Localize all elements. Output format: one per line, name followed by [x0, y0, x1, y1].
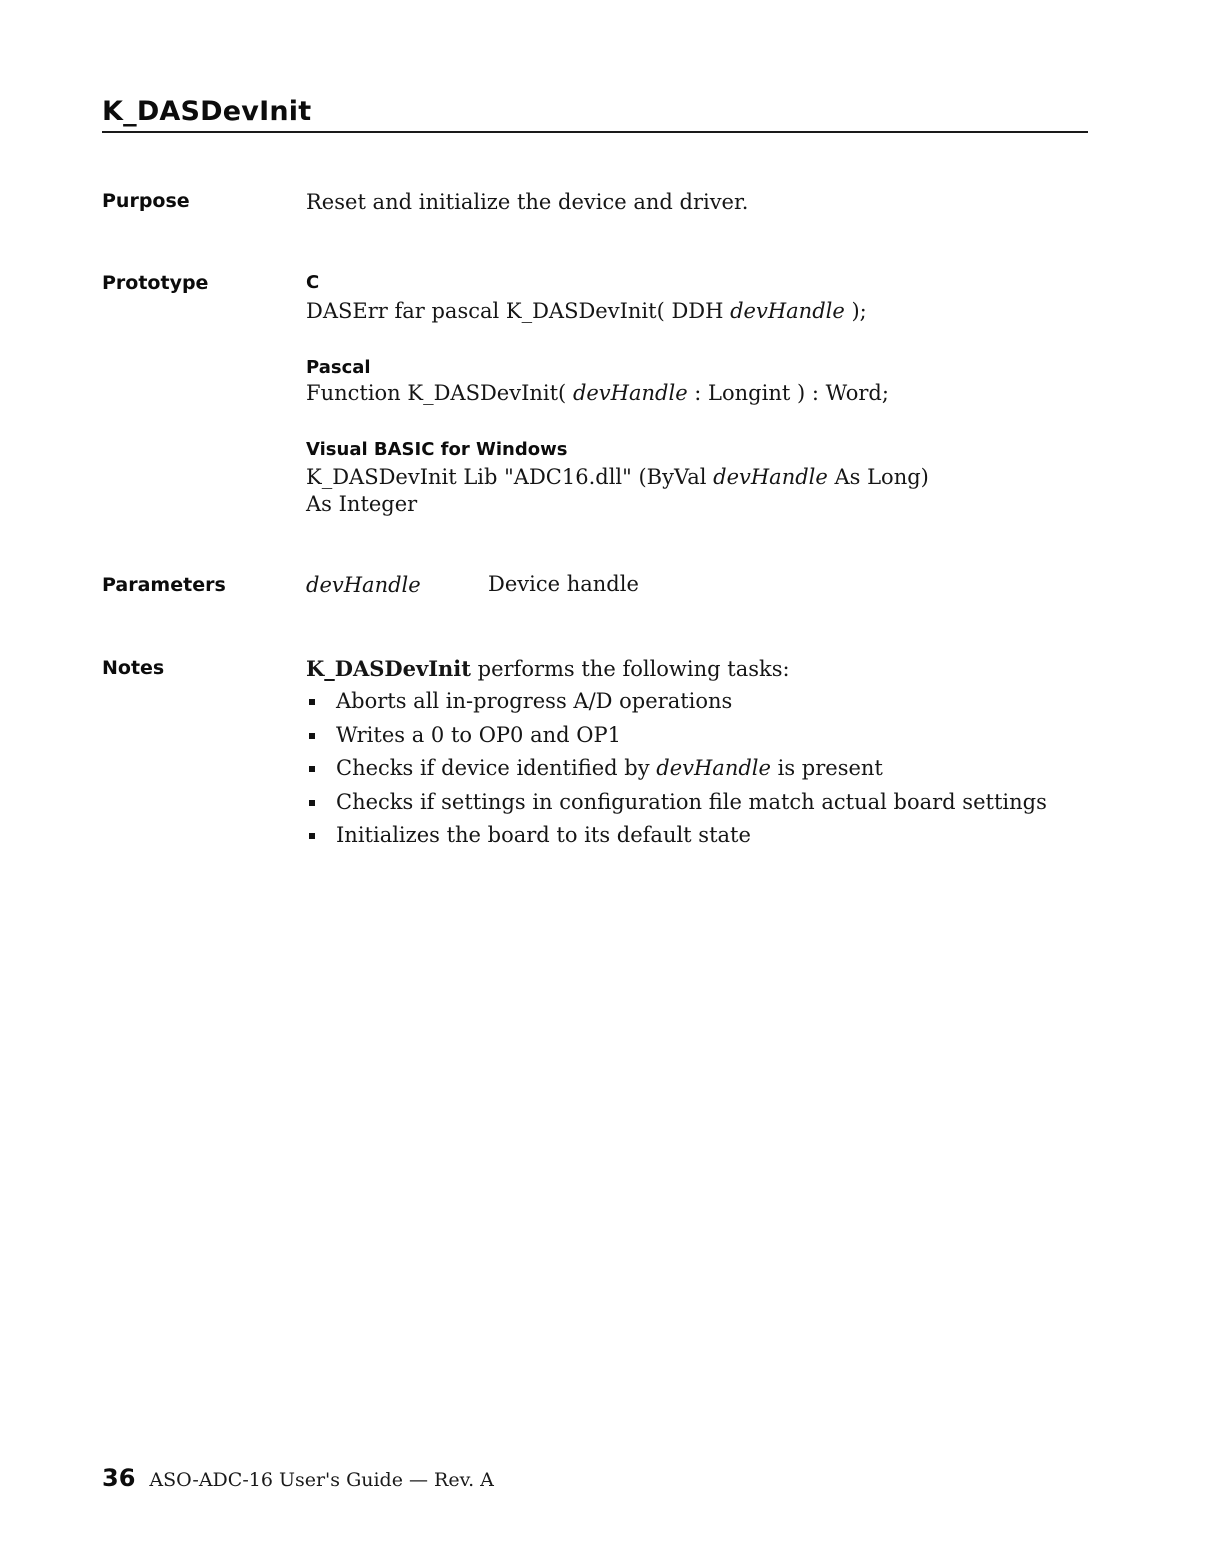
prototype-c-signature: DASErr far pascal K_DASDevInit( DDH devHandle );	[306, 299, 867, 323]
prototype-pascal-signature: Function K_DASDevInit( devHandle : Longint ) : Word;	[306, 381, 889, 405]
param-devhandle: devHandle	[656, 756, 771, 780]
prototype-label: Prototype	[102, 272, 209, 294]
notes-task-list	[306, 688, 1047, 856]
notes-intro: K_DASDevInit performs the following tasks:	[306, 656, 790, 681]
parameters-label: Parameters	[102, 574, 226, 596]
page-number: 36	[102, 1464, 136, 1492]
prototype-vb-signature-line2: As Integer	[306, 492, 418, 516]
bullet-icon	[309, 833, 315, 839]
notes-label: Notes	[102, 657, 165, 679]
function-name: K_DASDevInit	[306, 656, 471, 681]
param-devhandle: devHandle	[572, 381, 688, 405]
prototype-vb-heading: Visual BASIC for Windows	[306, 439, 568, 460]
prototype-c-heading: C	[306, 272, 320, 293]
list-item: Checks if device identified by devHandle is present	[306, 755, 1047, 789]
title-rule	[102, 131, 1088, 133]
page-title: K_DASDevInit	[102, 96, 312, 127]
list-item: Initializes the board to its default state	[306, 822, 1047, 856]
list-item: Aborts all in-progress A/D operations	[306, 688, 1047, 722]
purpose-text: Reset and initialize the device and driver.	[306, 190, 749, 214]
bullet-icon	[309, 766, 315, 772]
prototype-vb-signature: K_DASDevInit Lib "ADC16.dll" (ByVal devHandle As Long)	[306, 465, 929, 489]
param-devhandle: devHandle	[713, 465, 828, 489]
page-footer	[102, 1464, 494, 1492]
parameter-name: devHandle	[306, 573, 421, 597]
footer-text: ASO-ADC-16 User's Guide — Rev. A	[149, 1469, 494, 1491]
list-item: Checks if settings in configuration file match actual board settings	[306, 789, 1047, 823]
param-devhandle: devHandle	[730, 299, 845, 323]
list-item: Writes a 0 to OP0 and OP1	[306, 722, 1047, 756]
bullet-icon	[309, 699, 315, 705]
prototype-pascal-heading: Pascal	[306, 357, 371, 378]
parameter-description: Device handle	[488, 572, 639, 596]
bullet-icon	[309, 733, 315, 739]
bullet-icon	[309, 800, 315, 806]
purpose-label: Purpose	[102, 190, 190, 212]
